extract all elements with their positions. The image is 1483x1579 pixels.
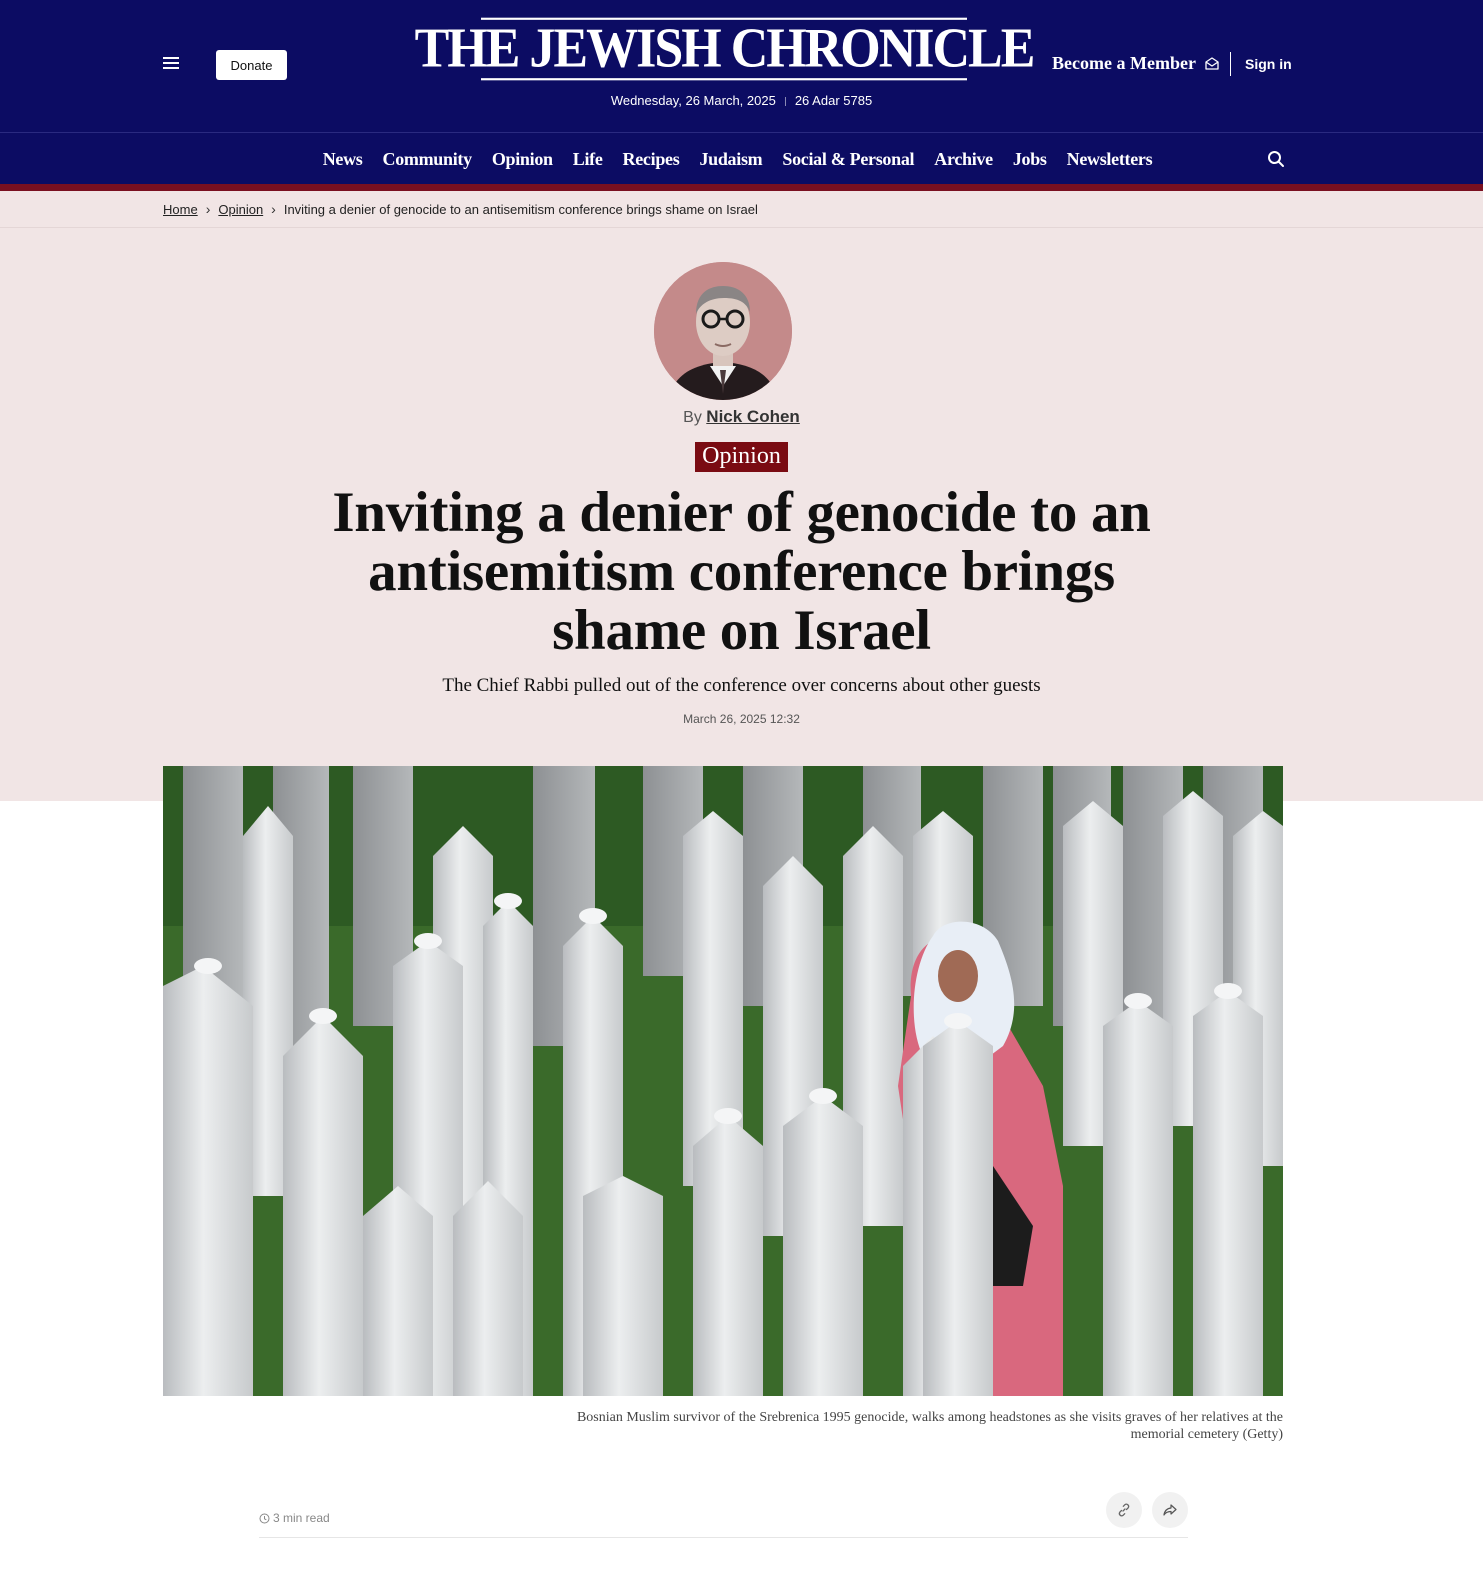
date-divider bbox=[785, 97, 786, 106]
article-hero-image bbox=[163, 766, 1283, 1396]
author-link[interactable]: Nick Cohen bbox=[706, 407, 800, 426]
menu-icon[interactable] bbox=[161, 55, 181, 71]
read-time bbox=[259, 1511, 330, 1525]
link-icon bbox=[1116, 1502, 1132, 1518]
read-time-label: 3 min read bbox=[273, 1511, 330, 1525]
nav-item-news[interactable]: News bbox=[322, 148, 363, 169]
nav-item-community[interactable]: Community bbox=[382, 148, 472, 169]
byline bbox=[0, 407, 1483, 427]
byline-prefix: By bbox=[683, 409, 702, 426]
main-nav bbox=[0, 132, 1483, 184]
article-standfirst: The Chief Rabbi pulled out of the conference over concerns about other guests bbox=[442, 675, 1041, 696]
header-divider bbox=[1230, 52, 1231, 76]
share-button[interactable] bbox=[1152, 1492, 1188, 1528]
breadcrumb-home[interactable]: Home bbox=[163, 201, 198, 217]
article-hero bbox=[0, 191, 1483, 801]
become-member-link[interactable] bbox=[1052, 53, 1220, 74]
masthead bbox=[0, 0, 1483, 132]
nav-item-opinion[interactable]: Opinion bbox=[491, 148, 553, 169]
breadcrumb-divider bbox=[0, 227, 1483, 228]
nav-item-jobs[interactable]: Jobs bbox=[1012, 148, 1047, 169]
date-gregorian: Wednesday, 26 March, 2025 bbox=[610, 93, 776, 108]
nav-item-recipes[interactable]: Recipes bbox=[622, 148, 680, 169]
nav-links bbox=[0, 133, 1483, 185]
cemetery-photo bbox=[163, 766, 1283, 1396]
section-tag[interactable]: Opinion bbox=[695, 442, 788, 472]
meta-divider bbox=[259, 1537, 1188, 1538]
breadcrumb bbox=[163, 201, 758, 217]
sign-in-link[interactable]: Sign in bbox=[1245, 56, 1292, 72]
section-tag-wrap bbox=[0, 442, 1483, 472]
date-hebrew: 26 Adar 5785 bbox=[794, 93, 873, 108]
article-title: Inviting a denier of genocide to an antisemitism conference brings shame on Israel bbox=[332, 481, 1151, 662]
member-label: Become a Member bbox=[1052, 53, 1196, 73]
publish-date: March 26, 2025 12:32 bbox=[683, 712, 800, 726]
breadcrumb-opinion[interactable]: Opinion bbox=[218, 201, 264, 217]
clock-icon bbox=[259, 1513, 270, 1524]
site-logo[interactable]: THE JEWISH CHRONICLE bbox=[414, 17, 1034, 80]
copy-link-button[interactable] bbox=[1106, 1492, 1142, 1528]
image-caption: Bosnian Muslim survivor of the Srebrenica 1995 genocide, walks among headstones as she visits graves of her relatives at the memorial cemetery (Getty) bbox=[576, 1410, 1283, 1442]
breadcrumb-current: Inviting a denier of genocide to an antisemitism conference brings shame on Israel bbox=[283, 201, 758, 217]
nav-item-life[interactable]: Life bbox=[572, 148, 603, 169]
donate-button[interactable]: Donate bbox=[216, 50, 287, 80]
chevron-right-icon: › bbox=[271, 201, 276, 217]
envelope-icon bbox=[1204, 56, 1220, 72]
nav-item-newsletters[interactable]: Newsletters bbox=[1066, 148, 1153, 169]
nav-item-social-personal[interactable]: Social & Personal bbox=[782, 148, 915, 169]
chevron-right-icon: › bbox=[205, 201, 211, 217]
nav-accent-line bbox=[0, 184, 1483, 191]
nav-item-archive[interactable]: Archive bbox=[934, 148, 993, 169]
share-icon bbox=[1162, 1502, 1178, 1518]
nav-item-judaism[interactable]: Judaism bbox=[699, 148, 763, 169]
search-icon[interactable] bbox=[1267, 150, 1285, 168]
date-bar bbox=[0, 93, 1483, 108]
author-avatar[interactable] bbox=[654, 262, 792, 400]
